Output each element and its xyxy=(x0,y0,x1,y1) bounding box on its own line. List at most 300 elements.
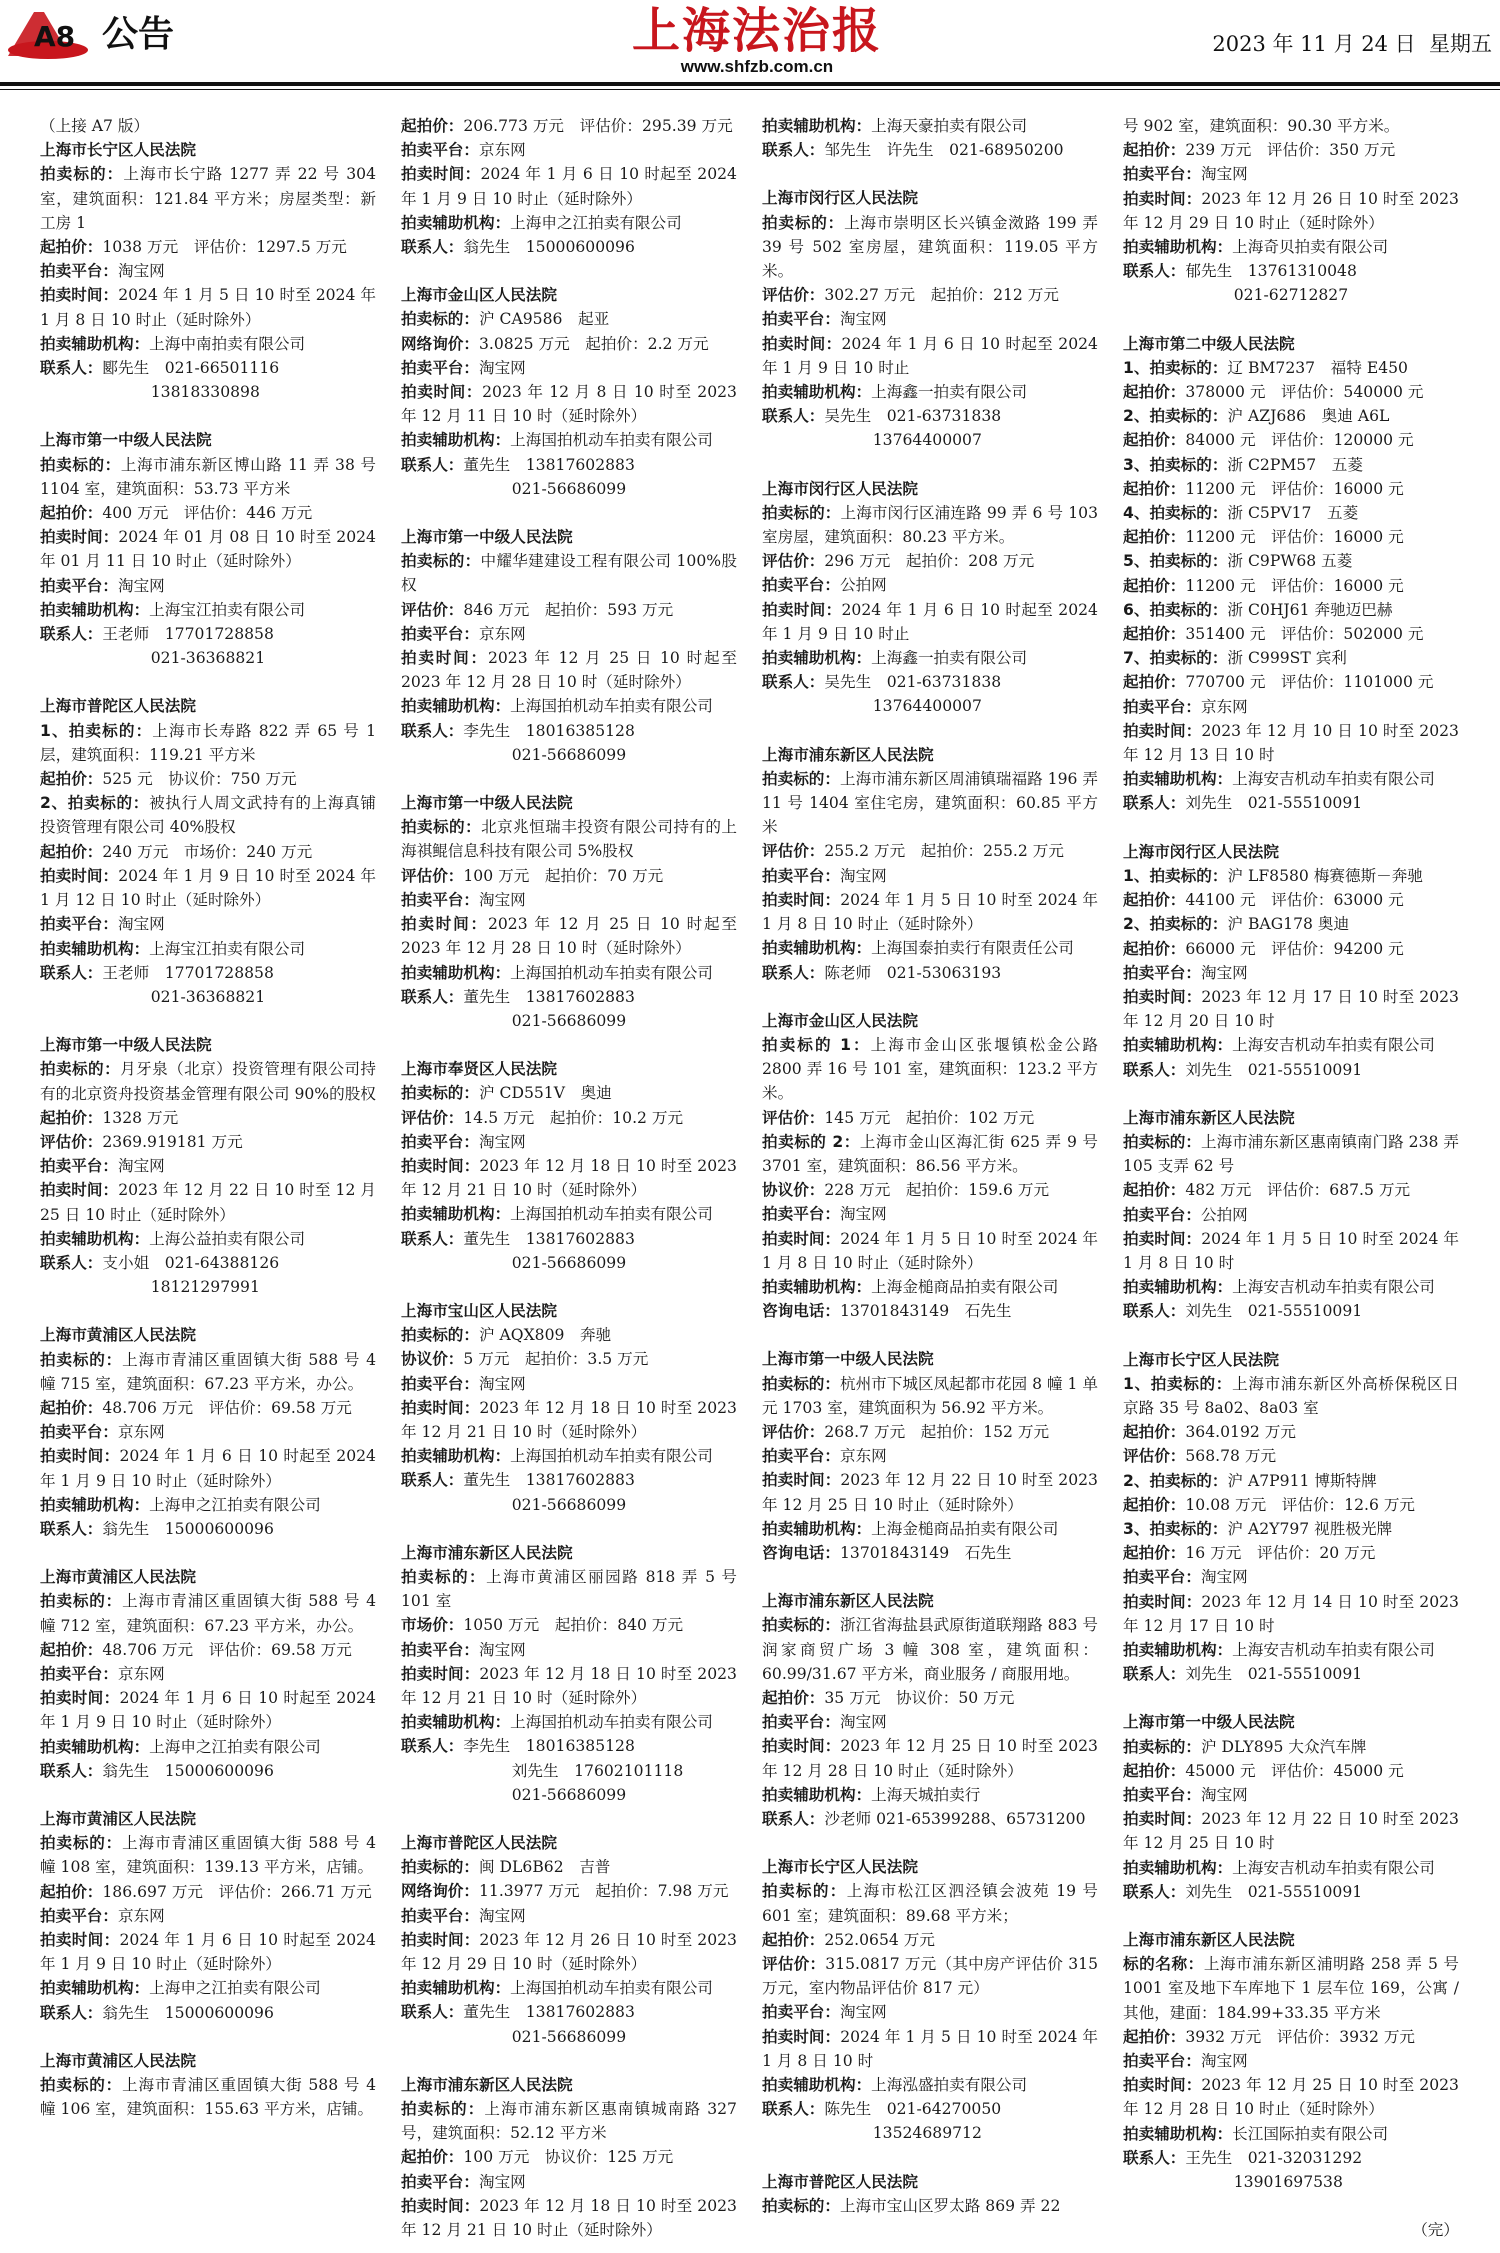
auction-notice xyxy=(40,428,376,670)
field-label: 拍卖时间： xyxy=(40,528,119,547)
notice-line xyxy=(40,1831,376,1879)
notice-line xyxy=(40,1130,376,1154)
field-label: 联系人： xyxy=(401,1471,464,1490)
auction-notice xyxy=(1123,114,1459,308)
field-value: 上海市浦东新区浦明路 258 弄 5 号 1001 室及地下车库地下 1 层车位 169，公寓 / 其他，建面：184.99+33.35 平方米 xyxy=(1123,1955,1459,2022)
field-label: 拍卖标的： xyxy=(762,1882,847,1901)
notice-line xyxy=(40,1928,376,1976)
notice-line xyxy=(401,1565,737,1613)
field-label: 拍卖平台： xyxy=(762,1447,840,1466)
field-value: 1038 万元 评估价：1297.5 万元 xyxy=(102,238,347,257)
notice-line xyxy=(762,864,1098,888)
field-label: 拍卖平台： xyxy=(762,310,840,329)
field-value: 上海市崇明区长兴镇金滧路 199 弄 39 号 502 室房屋，建筑面积：119.05 平方米。 xyxy=(762,213,1098,281)
notice-line xyxy=(40,1275,376,1299)
field-value: 100 万元 协议价：125 万元 xyxy=(463,2148,674,2167)
court-name: 上海市第一中级人民法院 xyxy=(40,431,212,450)
notice-line xyxy=(40,574,376,598)
field-value: 浙 C2PM57 五菱 xyxy=(1227,455,1363,474)
field-label: 联系人： xyxy=(401,455,464,474)
end-mark: （完） xyxy=(1412,2221,1459,2240)
field-label: 起拍价： xyxy=(762,1930,825,1949)
field-value: 京东网 xyxy=(117,1664,165,1683)
notice-line xyxy=(762,2194,1098,2218)
notice-line xyxy=(401,380,737,428)
auction-notice xyxy=(1123,1928,1459,2194)
auction-notice xyxy=(401,1831,737,2049)
notice-line xyxy=(1123,719,1459,767)
auction-notice xyxy=(762,114,1098,162)
notice-line xyxy=(401,1444,737,1468)
field-value: 郁先生 13761310048 xyxy=(1185,262,1357,281)
notice-line xyxy=(762,1202,1098,1226)
court-name: 上海市第一中级人民法院 xyxy=(762,1350,934,1369)
field-label: 拍卖平台： xyxy=(1123,2052,1201,2071)
field-value: 董先生 13817602883 xyxy=(463,1471,635,1490)
field-value: 021-36368821 xyxy=(150,649,266,668)
field-label: 拍卖辅助机构： xyxy=(401,1713,511,1732)
notice-line xyxy=(762,1928,1098,1952)
field-value: 沪 LF8580 梅赛德斯－奔驰 xyxy=(1227,866,1423,885)
notice-line xyxy=(401,1202,737,1226)
notice-line xyxy=(762,1444,1098,1468)
field-label: 拍卖标的： xyxy=(40,1592,123,1611)
field-label: 拍卖平台： xyxy=(401,141,479,160)
field-value: 上海安吉机动车拍卖有限公司 xyxy=(1232,1858,1435,1877)
court-name: 上海市浦东新区人民法院 xyxy=(401,2075,573,2094)
field-label: 联系人： xyxy=(1123,1060,1186,1079)
notice-line xyxy=(40,1396,376,1420)
field-value: 上海奇贝拍卖有限公司 xyxy=(1232,238,1389,257)
field-value: 淘宝网 xyxy=(1200,2052,1248,2071)
court-name: 上海市第一中级人民法院 xyxy=(40,1036,212,1055)
auction-notice xyxy=(40,1807,376,2025)
field-label: 联系人： xyxy=(40,1519,103,1538)
field-value: 11200 元 评估价：16000 元 xyxy=(1185,576,1404,595)
field-label: 拍卖平台： xyxy=(762,866,840,885)
field-value: 董先生 13817602883 xyxy=(463,2003,635,2022)
court-name: 上海市黄浦区人民法院 xyxy=(40,2051,196,2070)
auction-notice xyxy=(40,2049,376,2122)
field-value: 吴先生 021-63731838 xyxy=(824,407,1002,426)
field-label: 拍卖时间： xyxy=(1123,1229,1202,1248)
notice-line xyxy=(1123,1952,1459,2025)
field-value: 66000 元 评估价：94200 元 xyxy=(1185,939,1404,958)
field-label: 起拍价： xyxy=(40,842,103,861)
field-label: 联系人： xyxy=(40,1761,103,1780)
field-value: 上海市黄浦区丽园路 818 弄 5 号 101 室 xyxy=(401,1567,737,1611)
field-value: 浙 C5PV17 五菱 xyxy=(1227,504,1359,523)
field-label: 联系人： xyxy=(401,987,464,1006)
page-header xyxy=(0,0,1500,82)
field-label: 拍卖平台： xyxy=(401,1640,479,1659)
notice-line xyxy=(401,2194,737,2242)
notice-line xyxy=(1123,1517,1459,1541)
notice-line xyxy=(40,1904,376,1928)
field-value: 上海国拍机动车拍卖有限公司 xyxy=(510,963,713,982)
field-value: 84000 元 评估价：120000 元 xyxy=(1185,431,1414,450)
notice-line xyxy=(1123,864,1459,888)
court-name: 上海市金山区人民法院 xyxy=(401,286,557,305)
field-label: 拍卖时间： xyxy=(401,165,481,184)
notice-line xyxy=(401,1106,737,1130)
notice-line xyxy=(1123,961,1459,985)
field-value: 上海安吉机动车拍卖有限公司 xyxy=(1232,770,1435,789)
field-value: 号 902 室，建筑面积：90.30 平方米。 xyxy=(1123,117,1400,135)
field-value: 翁先生 15000600096 xyxy=(463,238,635,257)
notice-line xyxy=(401,1493,737,1517)
field-label: 拍卖辅助机构： xyxy=(401,1979,511,1998)
field-value: 16 万元 评估价：20 万元 xyxy=(1185,1544,1376,1563)
notice-line xyxy=(762,380,1098,404)
field-value: 2023 年 12 月 22 日 10 时至 12 月 25 日 10 时止（延时除外） xyxy=(40,1181,376,1224)
notice-line xyxy=(40,332,376,356)
court-name: 上海市浦东新区人民法院 xyxy=(762,745,934,764)
notice-line xyxy=(1123,2049,1459,2073)
field-label: 评估价： xyxy=(762,286,825,305)
notice-line xyxy=(40,501,376,525)
field-label: 起拍价： xyxy=(1123,1761,1186,1780)
field-label: 6、拍卖标的： xyxy=(1123,600,1228,619)
auction-notice xyxy=(401,2073,737,2242)
notice-line xyxy=(1123,888,1459,912)
field-value: 2023 年 12 月 26 日 10 时至 2023 年 12 月 29 日 10 时止（延时除外） xyxy=(1123,189,1459,232)
notice-line xyxy=(1123,1299,1459,1323)
field-value: 296 万元 起拍价：208 万元 xyxy=(824,552,1035,571)
notice-line xyxy=(40,1686,376,1734)
notice-line xyxy=(762,307,1098,331)
field-label: 起拍价： xyxy=(1123,1544,1186,1563)
field-value: 100 万元 起拍价：70 万元 xyxy=(463,866,664,885)
field-label: 起拍价： xyxy=(40,1108,103,1127)
field-label: 起拍价： xyxy=(1123,528,1186,547)
field-value: 2024 年 1 月 6 日 10 时起至 2024 年 1 月 9 日 10 时止 xyxy=(762,600,1098,643)
field-label: 拍卖辅助机构： xyxy=(762,649,872,668)
field-value: 13701843149 石先生 xyxy=(839,1543,1012,1562)
field-label: 拍卖标的： xyxy=(1123,1132,1201,1151)
field-label: 拍卖时间： xyxy=(401,1398,480,1417)
notice-line xyxy=(1123,1783,1459,1807)
notice-line xyxy=(40,1227,376,1251)
field-value: 上海市青浦区重固镇大街 588 号 4 幢 712 室，建筑面积：67.23 平方米，办公。 xyxy=(40,1592,376,1635)
notice-line xyxy=(40,1348,376,1396)
field-label: 拍卖辅助机构： xyxy=(762,939,872,958)
field-value: 上海国拍机动车拍卖有限公司 xyxy=(510,1979,713,1998)
field-value: 13818330898 xyxy=(150,383,260,402)
field-value: 021-56686099 xyxy=(511,745,627,764)
auction-notice xyxy=(401,283,737,501)
field-value: 上海中南拍卖有限公司 xyxy=(149,334,306,353)
section-title: 公告 xyxy=(102,14,175,55)
court-name: 上海市黄浦区人民法院 xyxy=(40,1326,196,1345)
field-value: 王先生 021-32031292 xyxy=(1185,2148,1363,2167)
notice-line xyxy=(40,719,376,767)
field-label: 拍卖时间： xyxy=(401,1156,480,1175)
field-label: 拍卖辅助机构： xyxy=(40,1229,150,1248)
notice-line xyxy=(40,1976,376,2000)
field-value: 2024 年 1 月 6 日 10 时起至 2024 年 1 月 9 日 10 时止（延时除外） xyxy=(40,1689,376,1732)
field-value: 公拍网 xyxy=(1200,1205,1248,1224)
notice-line xyxy=(401,1638,737,1662)
field-label: 拍卖时间： xyxy=(40,1689,120,1708)
field-label: 拍卖时间： xyxy=(762,890,841,909)
auction-notice xyxy=(40,694,376,1009)
court-name: 上海市普陀区人民法院 xyxy=(762,2172,918,2191)
field-value: 13901697538 xyxy=(1233,2173,1343,2192)
field-value: 2023 年 12 月 25 日 10 时至 2023 年 12 月 28 日 10 时止（延时除外） xyxy=(762,1737,1098,1780)
masthead-logo: 上海法治报 xyxy=(631,3,882,59)
field-label: 拍卖平台： xyxy=(401,1132,479,1151)
notice-line xyxy=(1123,428,1459,452)
field-value: 2023 年 12 月 25 日 10 时起至 2023 年 12 月 28 日 10 时（延时除外） xyxy=(401,915,737,958)
field-value: 王老师 17701728858 xyxy=(102,625,274,644)
court-name: 上海市浦东新区人民法院 xyxy=(1123,1108,1295,1127)
field-label: 协议价： xyxy=(762,1181,825,1200)
field-label: 4、拍卖标的： xyxy=(1123,504,1228,523)
field-value: 上海市金山区海汇街 625 弄 9 号 3701 室，建筑面积：86.56 平方米。 xyxy=(762,1132,1099,1175)
field-label: 起拍价： xyxy=(40,770,103,789)
field-value: 翁先生 15000600096 xyxy=(102,2003,274,2022)
field-value: 北京兆恒瑞丰投资有限公司持有的上海祺鲲信息科技有限公司 5%股权 xyxy=(401,818,737,861)
notice-line xyxy=(1123,235,1459,259)
header-rule-thin xyxy=(0,89,1500,90)
court-name: 上海市浦东新区人民法院 xyxy=(401,1543,573,1562)
field-label: 拍卖辅助机构： xyxy=(1123,238,1233,257)
field-label: 拍卖平台： xyxy=(40,1906,118,1925)
field-label: 拍卖标的： xyxy=(762,503,841,522)
field-label: 5、拍卖标的： xyxy=(1123,552,1228,571)
court-name: 上海市第一中级人民法院 xyxy=(1123,1713,1295,1732)
auction-notice xyxy=(401,1057,737,1275)
dateline xyxy=(1212,28,1492,58)
field-label: 拍卖时间： xyxy=(40,1931,120,1950)
notice-line xyxy=(401,1759,737,1783)
field-value: 上海国拍机动车拍卖有限公司 xyxy=(510,697,713,716)
column-3 xyxy=(762,114,1098,2229)
notice-line xyxy=(401,356,737,380)
field-value: 3932 万元 评估价：3932 万元 xyxy=(1185,2027,1416,2046)
field-label: 拍卖时间： xyxy=(1123,189,1202,208)
field-value: 上海国拍机动车拍卖有限公司 xyxy=(510,1447,713,1466)
court-name: 上海市第二中级人民法院 xyxy=(1123,334,1295,353)
field-value: 上海申之江拍卖有限公司 xyxy=(149,1737,321,1756)
field-label: 拍卖平台： xyxy=(40,1157,118,1176)
notice-line xyxy=(1123,1469,1459,1493)
field-value: 48.706 万元 评估价：69.58 万元 xyxy=(102,1398,352,1417)
notice-line xyxy=(40,864,376,912)
notice-line xyxy=(762,936,1098,960)
field-value: 13701843149 石先生 xyxy=(839,1302,1012,1321)
field-value: 上海鑫一拍卖有限公司 xyxy=(871,383,1028,402)
field-value: 浙 C999ST 宾利 xyxy=(1227,649,1347,668)
field-value: 5 万元 起拍价：3.5 万元 xyxy=(463,1350,649,1369)
field-value: 2023 年 12 月 10 日 10 时至 2023 年 12 月 13 日 10 时 xyxy=(1123,721,1459,765)
notice-line xyxy=(762,332,1098,380)
notice-line xyxy=(1123,477,1459,501)
field-label: 拍卖标的： xyxy=(401,310,479,329)
field-value: 11200 元 评估价：16000 元 xyxy=(1185,528,1404,547)
field-value: 董先生 13817602883 xyxy=(463,455,635,474)
field-value: 14.5 万元 起拍价：10.2 万元 xyxy=(463,1108,684,1127)
field-label: 拍卖平台： xyxy=(401,624,479,643)
field-label: 联系人： xyxy=(762,963,825,982)
field-label: 拍卖平台： xyxy=(401,358,479,377)
auction-notice xyxy=(762,1589,1098,1831)
court-name: 上海市浦东新区人民法院 xyxy=(1123,1931,1295,1950)
notice-line xyxy=(762,1275,1098,1299)
field-label: 评估价： xyxy=(762,1422,825,1441)
field-value: 2023 年 12 月 18 日 10 时至 2023 年 12 月 21 日 10 时（延时除外） xyxy=(401,1156,737,1200)
field-value: 浙 C0HJ61 奔驰迈巴赫 xyxy=(1227,600,1393,619)
field-label: 拍卖辅助机构： xyxy=(401,963,511,982)
site-url[interactable]: www.shfzb.com.cn xyxy=(680,57,834,76)
field-label: 拍卖标的： xyxy=(762,769,840,788)
field-value: 沙老师 021-65399288、65731200 xyxy=(824,1810,1086,1828)
field-label: 拍卖时间： xyxy=(762,600,842,619)
field-value: 2024 年 1 月 5 日 10 时至 2024 年 1 月 8 日 10 时止（延时除外） xyxy=(40,286,376,329)
notice-line xyxy=(40,356,376,380)
field-value: 上海市浦东新区外高桥保税区日京路 35 号 8a02、8a03 室 xyxy=(1123,1374,1459,1417)
field-label: 拍卖平台： xyxy=(401,2172,479,2191)
field-label: 拍卖标的： xyxy=(40,2076,123,2095)
field-label: 联系人： xyxy=(401,1229,464,1248)
field-value: 18121297991 xyxy=(150,1278,260,1297)
auction-notice xyxy=(762,186,1098,452)
field-value: 公拍网 xyxy=(839,576,887,595)
field-label: 3、拍卖标的： xyxy=(1123,1519,1228,1538)
notice-line xyxy=(40,1106,376,1130)
field-label: 拍卖辅助机构： xyxy=(1123,1640,1233,1659)
notice-line xyxy=(762,404,1098,428)
field-label: 拍卖时间： xyxy=(401,1664,480,1683)
field-label: 拍卖标的： xyxy=(401,1326,479,1345)
notice-line xyxy=(1123,1493,1459,1517)
court-name: 上海市长宁区人民法院 xyxy=(40,141,196,160)
notice-line xyxy=(401,2025,737,2049)
field-value: 11.3977 万元 起拍价：7.98 万元 xyxy=(478,1882,729,1901)
notice-line xyxy=(1123,985,1459,1033)
notice-line xyxy=(401,1879,737,1903)
auction-notice xyxy=(40,138,376,404)
field-value: 021-36368821 xyxy=(150,987,266,1006)
field-value: 淘宝网 xyxy=(478,2172,526,2191)
field-label: 评估价： xyxy=(1123,1447,1186,1466)
field-label: 咨询电话： xyxy=(762,1302,840,1321)
field-label: 拍卖时间： xyxy=(40,286,119,305)
notice-line xyxy=(401,1323,737,1347)
notice-line xyxy=(401,2097,737,2145)
field-value: 淘宝网 xyxy=(1200,1568,1248,1587)
field-label: 拍卖平台： xyxy=(1123,1786,1201,1804)
notice-line xyxy=(40,1154,376,1178)
field-value: 淘宝网 xyxy=(478,890,526,909)
field-value: 淘宝网 xyxy=(117,915,165,934)
field-label: 拍卖辅助机构： xyxy=(1123,1036,1233,1055)
field-value: 淘宝网 xyxy=(839,1205,887,1224)
notice-line xyxy=(401,1976,737,2000)
notice-line xyxy=(762,1420,1098,1444)
field-label: 起拍价： xyxy=(1123,431,1186,450)
notice-line xyxy=(762,2097,1098,2121)
field-value: 上海安吉机动车拍卖有限公司 xyxy=(1232,1036,1435,1055)
auction-notice xyxy=(40,1323,376,1541)
notice-line xyxy=(40,1880,376,1904)
auction-notice xyxy=(1123,1106,1459,1324)
notice-line xyxy=(40,937,376,961)
field-value: 浙江省海盐县武原街道联翔路 883 号润家商贸广场 3 幢 308 室，建筑面积：60.99/31.67 平方米，商业服务 / 商服用地。 xyxy=(762,1616,1098,1683)
field-label: 拍卖平台： xyxy=(401,1374,479,1393)
field-value: 淘宝网 xyxy=(478,1132,526,1151)
field-value: 淘宝网 xyxy=(478,1906,526,1925)
notice-line xyxy=(1123,259,1459,283)
field-label: 拍卖标的： xyxy=(40,165,124,184)
field-value: 陈先生 021-64270050 xyxy=(824,2100,1002,2119)
notice-line xyxy=(401,477,737,501)
field-label: 拍卖标的： xyxy=(762,1374,840,1393)
field-value: 上海申之江拍卖有限公司 xyxy=(149,1495,321,1514)
field-label: 拍卖标的： xyxy=(401,818,482,837)
field-value: 邹先生 许先生 021-68950200 xyxy=(824,141,1064,160)
notice-line xyxy=(762,428,1098,452)
field-label: 起拍价： xyxy=(401,2148,464,2167)
field-label: 拍卖标的： xyxy=(762,2196,840,2215)
field-label: 联系人： xyxy=(40,2003,103,2022)
field-label: 拍卖辅助机构： xyxy=(762,1519,872,1538)
field-label: 2、拍卖标的： xyxy=(40,794,150,813)
field-value: 上海市松江区泗泾镇会波苑 19 号 601 室；建筑面积：89.68 平方米； xyxy=(762,1882,1098,1925)
field-label: 拍卖平台： xyxy=(762,1713,840,1732)
field-value: 770700 元 评估价：1101000 元 xyxy=(1185,673,1434,692)
field-value: 上海安吉机动车拍卖有限公司 xyxy=(1232,1640,1435,1659)
field-value: 186.697 万元 评估价：266.71 万元 xyxy=(102,1882,372,1901)
field-value: 上海申之江拍卖有限公司 xyxy=(510,213,682,232)
notice-line xyxy=(1123,2073,1459,2121)
field-label: 拍卖时间： xyxy=(1123,1592,1202,1611)
notice-line xyxy=(40,840,376,864)
auction-notice xyxy=(401,791,737,1033)
notice-line xyxy=(1123,791,1459,815)
field-label: 拍卖辅助机构： xyxy=(1123,770,1233,789)
court-name: 上海市第一中级人民法院 xyxy=(401,528,573,547)
field-value: 上海公益拍卖有限公司 xyxy=(149,1229,306,1248)
field-value: 长江国际拍卖有限公司 xyxy=(1232,2124,1389,2143)
field-value: 上海市浦东新区惠南镇南门路 238 弄 105 支弄 62 号 xyxy=(1123,1132,1459,1176)
notice-line xyxy=(1123,1662,1459,1686)
issue-date: 2023 年 11 月 24 日 xyxy=(1212,32,1416,56)
field-value: 上海国拍机动车拍卖有限公司 xyxy=(510,431,713,450)
field-label: 拍卖标的： xyxy=(401,2100,485,2119)
field-value: 淘宝网 xyxy=(117,576,165,595)
notice-line xyxy=(1123,1856,1459,1880)
field-value: 021-62712827 xyxy=(1233,286,1349,305)
field-label: 起拍价： xyxy=(1123,1423,1186,1442)
field-value: 淘宝网 xyxy=(1200,165,1248,184)
field-label: 评估价： xyxy=(40,1132,103,1151)
field-label: 起拍价： xyxy=(1123,1181,1186,1200)
field-label: 评估价： xyxy=(762,1108,825,1127)
field-label: 拍卖辅助机构： xyxy=(401,213,511,232)
field-value: 京东网 xyxy=(117,1906,165,1925)
field-label: 评估价： xyxy=(762,1955,826,1974)
field-label: 拍卖平台： xyxy=(1123,963,1201,982)
notice-line xyxy=(40,162,376,235)
court-name: 上海市第一中级人民法院 xyxy=(401,794,573,813)
field-label: 联系人： xyxy=(1123,794,1186,813)
notice-line xyxy=(40,1057,376,1105)
notice-line xyxy=(1123,2122,1459,2146)
auction-notice xyxy=(401,114,737,259)
field-value: 淘宝网 xyxy=(1200,963,1248,982)
